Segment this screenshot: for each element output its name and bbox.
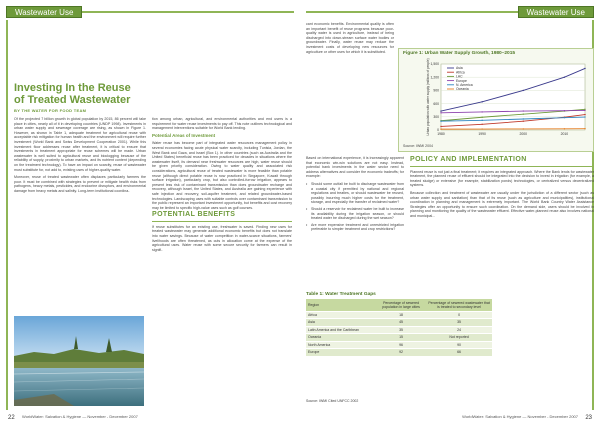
x-tick-label: 2010 bbox=[560, 132, 569, 136]
list-item: • Should a reservoir for reclaimed water be built to increase its availability during the irrigation season, or should treated water be discharged during the wet season? bbox=[306, 207, 404, 221]
legend-label: Asia bbox=[456, 66, 463, 71]
right-column-2 bbox=[306, 156, 404, 288]
table-cell: 90 bbox=[426, 341, 492, 349]
data-point bbox=[584, 128, 585, 129]
article-byline: BY THE WATER FOR FOOD TEAM bbox=[14, 108, 87, 113]
data-point bbox=[523, 118, 524, 119]
data-point bbox=[440, 110, 441, 111]
legend-label: Oceania bbox=[456, 87, 469, 92]
table-cell: 0 bbox=[426, 311, 492, 319]
y-tick-label: 1,500 bbox=[430, 62, 439, 67]
paragraph: Water reuse has become part of integrated water resources management policy in several economies facing acute physical water scarcity, including Tunisia, Jordan, the West Bank and Gaza, and Israel (Box 1). In other countries (such as Australia and the United States) beneficial reuse has been practiced for decades in situations where the wastewater itself, its demand near freshwater resources are high, water reuse should be given priority consideration. Owing to water quality and associated risk considerations, agricultural reuse of treated wastewater is more feasible than potable reuse (although direct potable reuse is now practiced in Singapore, Kuwait through surface irrigation), particularly crop, but also controlled-furrow irrigation, appears to present less risk of contaminant transmission than does groundwater recharge and recovery, although Israel, the United States, and Australia are gaining experience with safe injection and recovery, soil-aquifer treatment, and related groundwater-based technologies. Landscaping uses with suitable controls over contaminant transmission to the public represent an important investment opportunity, but benefits and cost recovery may be limited to specific high-value uses such as golf courses. bbox=[152, 141, 292, 210]
data-point bbox=[564, 117, 565, 118]
data-point bbox=[481, 120, 482, 121]
data-point bbox=[523, 110, 524, 111]
table-cell: Africa bbox=[306, 311, 376, 319]
irrigation-photo bbox=[14, 316, 144, 406]
y-tick-label: 900 bbox=[433, 88, 439, 93]
table-row bbox=[306, 349, 492, 357]
y-tick-label: 1,200 bbox=[430, 75, 439, 80]
table-row bbox=[306, 319, 492, 327]
data-point bbox=[523, 90, 524, 91]
y-tick-label: 600 bbox=[433, 101, 439, 106]
data-point bbox=[440, 126, 441, 127]
data-point bbox=[440, 121, 441, 122]
heading-rule bbox=[410, 166, 594, 167]
table-title: Table 1: Water Treatment Gaps bbox=[306, 292, 376, 297]
left-column-1 bbox=[14, 117, 146, 312]
right-page bbox=[300, 0, 600, 424]
table-cell: 92 bbox=[376, 349, 426, 357]
data-point bbox=[481, 117, 482, 118]
legend-label: Europe bbox=[456, 78, 467, 83]
section-tag: Wastewater Use bbox=[518, 6, 594, 18]
section-tag: Wastewater Use bbox=[6, 6, 82, 18]
data-point bbox=[584, 110, 585, 111]
list-item: • Are more expensive treatment and unrestricted irrigation preferable to simpler treatment and crop restrictions? bbox=[306, 223, 404, 232]
data-point bbox=[523, 113, 524, 114]
table-header-row bbox=[306, 299, 492, 311]
paragraph: tion among urban, agricultural, and environmental authorities and end users is a requirement for water reuse investments to pay off. This note outlines technological and management interventions suitable for World Bank lending. bbox=[152, 117, 292, 131]
data-point bbox=[440, 112, 441, 113]
page-number-left: 22 bbox=[8, 415, 15, 421]
table-row bbox=[306, 341, 492, 349]
column-header: Region bbox=[306, 299, 376, 311]
irrigation-canal-image bbox=[14, 316, 144, 406]
table-cell: Oceania bbox=[306, 334, 376, 342]
data-point bbox=[481, 111, 482, 112]
data-point bbox=[481, 124, 482, 125]
paragraph: If reuse substitutes for an existing use, freshwater is saved. Finding new uses for treated wastewater may generate additional economic benefits but does not translate into water savings. Because of water competition in water-scarce situations, farmers' livelihoods are often threatened, as cuts in allocation come at the expense of the agricultural uses. Water reuse with some secure security for farmers can result in signifi- bbox=[152, 224, 292, 252]
page-number-right: 23 bbox=[585, 415, 592, 421]
section-header bbox=[6, 6, 294, 18]
paragraph: Because collection and treatment of wastewater are usually under the jurisdiction of a different sector (such as urban water supply and sanitation) than that of its reuse (such as agriculture and municipalities), institutional coordination in planning and management is extremely important. The World Bank Country Water Assistance Strategies offer an opportunity to ensure such coordination. On the demand side, users should be involved in planning and monitoring the quality of the wastewater effluent. Effective water-planned reuse also involves national and municipal... bbox=[410, 190, 594, 218]
figure-source: Source: IWMI 2004 bbox=[403, 144, 433, 148]
data-point bbox=[584, 114, 585, 115]
paragraph: Of the projected 7 billion growth in global population by 2015, 86 percent will take place in cities, nearly all of it in developing countries (UNDP 1998). Investments in urban water supply and sewerage coverage are rising, as shown in Figure 1. However, as shown in Table 1, adequate treatment for agricultural reuse with acceptable risk mitigation for human health and the environment will require further investment (World Bank and Swiss Development Cooperation 2001). While this investment floor addresses reuse after treatment, it is critical to ensure that investments in treatment appropriate for reuse schemes will be made. Urban wastewater is well suited to agricultural reuse and bioclogging because of the reliability of supply, proximity to urban markets, and its nutrient content (depending on the treatment technology). To have an impact on scarcity, reuse of wastewater must substitute for, not add to, existing uses of higher-quality water. bbox=[14, 117, 146, 172]
data-point bbox=[584, 116, 585, 117]
heading-rule bbox=[152, 221, 292, 222]
urban-water-chart bbox=[399, 58, 593, 144]
table-cell: Asia bbox=[306, 319, 376, 327]
left-margin-rule bbox=[6, 20, 8, 410]
article-title-line-2: of Treated Wastewater bbox=[14, 94, 131, 106]
paragraph: Based on international experience, it is increasingly apparent that economic win-win solutions are not easy. Instead, potential bank investments in the water sector need to address alternatives and consider the economic tradeoffs; for example: bbox=[306, 156, 404, 179]
water-treatment-table bbox=[306, 299, 492, 357]
table-cell: Not reported bbox=[426, 334, 492, 342]
data-point bbox=[523, 128, 524, 129]
y-tick-label: 300 bbox=[433, 115, 439, 119]
section-heading-benefits: POTENTIAL BENEFITS bbox=[152, 211, 236, 219]
table-cell: 24 bbox=[426, 326, 492, 334]
left-column-2 bbox=[152, 117, 292, 411]
data-point bbox=[564, 77, 565, 78]
section-heading-policy: POLICY AND IMPLEMENTATION bbox=[410, 156, 527, 163]
section-heading-investment: Potential Areas of Investment bbox=[152, 132, 216, 138]
article-title-line-1: Investing In the Reuse bbox=[14, 82, 131, 94]
list-item: • Should some outfall be built to discharge wastewater from a coastal city if permitted by national and regional regulations and treaties, or should wastewater be reused, possibly incurring much higher costs for the treatment, storage, and especially the transfer of reclaimed water? bbox=[306, 182, 404, 205]
table-source: Source: IWMI Cited UNFCC 2002 bbox=[306, 399, 359, 403]
data-point bbox=[584, 68, 585, 69]
data-point bbox=[481, 101, 482, 102]
paragraph: Moreover, reuse of treated wastewater often displaces particularly farmers the poor. It must be combined with strategies to prevent or mitigate health risks from pathogens, heavy metals, pesticides, and endocrine disruptors, and environmental damage from heavy metals and salinity. Long-term institutional coordina- bbox=[14, 175, 146, 193]
table-cell: 35 bbox=[426, 319, 492, 327]
table-cell: Latin America and the Caribbean bbox=[306, 326, 376, 334]
figure-title: Figure 1: Urban Water Supply Growth, 1980–2015 bbox=[403, 51, 516, 56]
y-tick-label: 0 bbox=[437, 128, 439, 133]
table-row bbox=[306, 334, 492, 342]
data-point bbox=[564, 110, 565, 111]
table-cell: 66 bbox=[426, 349, 492, 357]
data-point bbox=[523, 121, 524, 122]
legend-label: N. America bbox=[456, 83, 473, 87]
right-column-3 bbox=[410, 156, 594, 288]
column-header: Percentage of sewered population in large cities bbox=[376, 299, 426, 311]
paragraph: cant economic benefits. Environmental quality is often an important benefit of reuse programs because poor-quality water is used in agriculture, instead of being discharged into down-stream surface water bodies or groundwater. Finally, water reuse may reduce the investment costs of developing new resources for agriculture or other uses for which it is substituted. bbox=[306, 22, 394, 54]
table-cell: 96 bbox=[376, 341, 426, 349]
data-point bbox=[564, 128, 565, 129]
legend-label: LAC bbox=[456, 74, 463, 79]
bullet-list bbox=[306, 182, 404, 232]
data-point bbox=[440, 128, 441, 129]
table-cell: 45 bbox=[376, 319, 426, 327]
footer-right: WorldWater: Salvation & Hygiene — November - December 2007 bbox=[462, 414, 578, 419]
footer-left: WorldWater: Salvation & Hygiene — November - December 2007 bbox=[22, 414, 138, 419]
section-header bbox=[306, 6, 594, 18]
x-tick-label: 2000 bbox=[519, 132, 528, 136]
table-row bbox=[306, 311, 492, 319]
table-cell: 18 bbox=[376, 311, 426, 319]
x-tick-label: 1990 bbox=[478, 132, 486, 136]
y-axis-label: Urban population with water supply (millions of people) bbox=[426, 58, 430, 136]
table-cell: North America bbox=[306, 341, 376, 349]
paragraph: Planned reuse is not just a final treatment; it requires an integrated approach. Where the Bank lends for wastewater treatment, the planned reuse of effluent should be integrated into the decision to invest in irrigation (for example, a treated sludge) or extensive (for example, stabilization ponds) technologies, or centralized versus decentralized systems. bbox=[410, 169, 594, 188]
column-header: Percentage of sewered wastewater that is treated to secondary level bbox=[426, 299, 492, 311]
x-tick-label: 1980 bbox=[437, 132, 445, 136]
legend-label: Africa bbox=[456, 70, 465, 75]
data-point bbox=[481, 128, 482, 129]
table-row bbox=[306, 326, 492, 334]
table-cell: 35 bbox=[376, 326, 426, 334]
figure-1-box bbox=[398, 48, 594, 152]
table-cell: Europe bbox=[306, 349, 376, 357]
right-column-1 bbox=[306, 22, 394, 152]
table-cell: 15 bbox=[376, 334, 426, 342]
